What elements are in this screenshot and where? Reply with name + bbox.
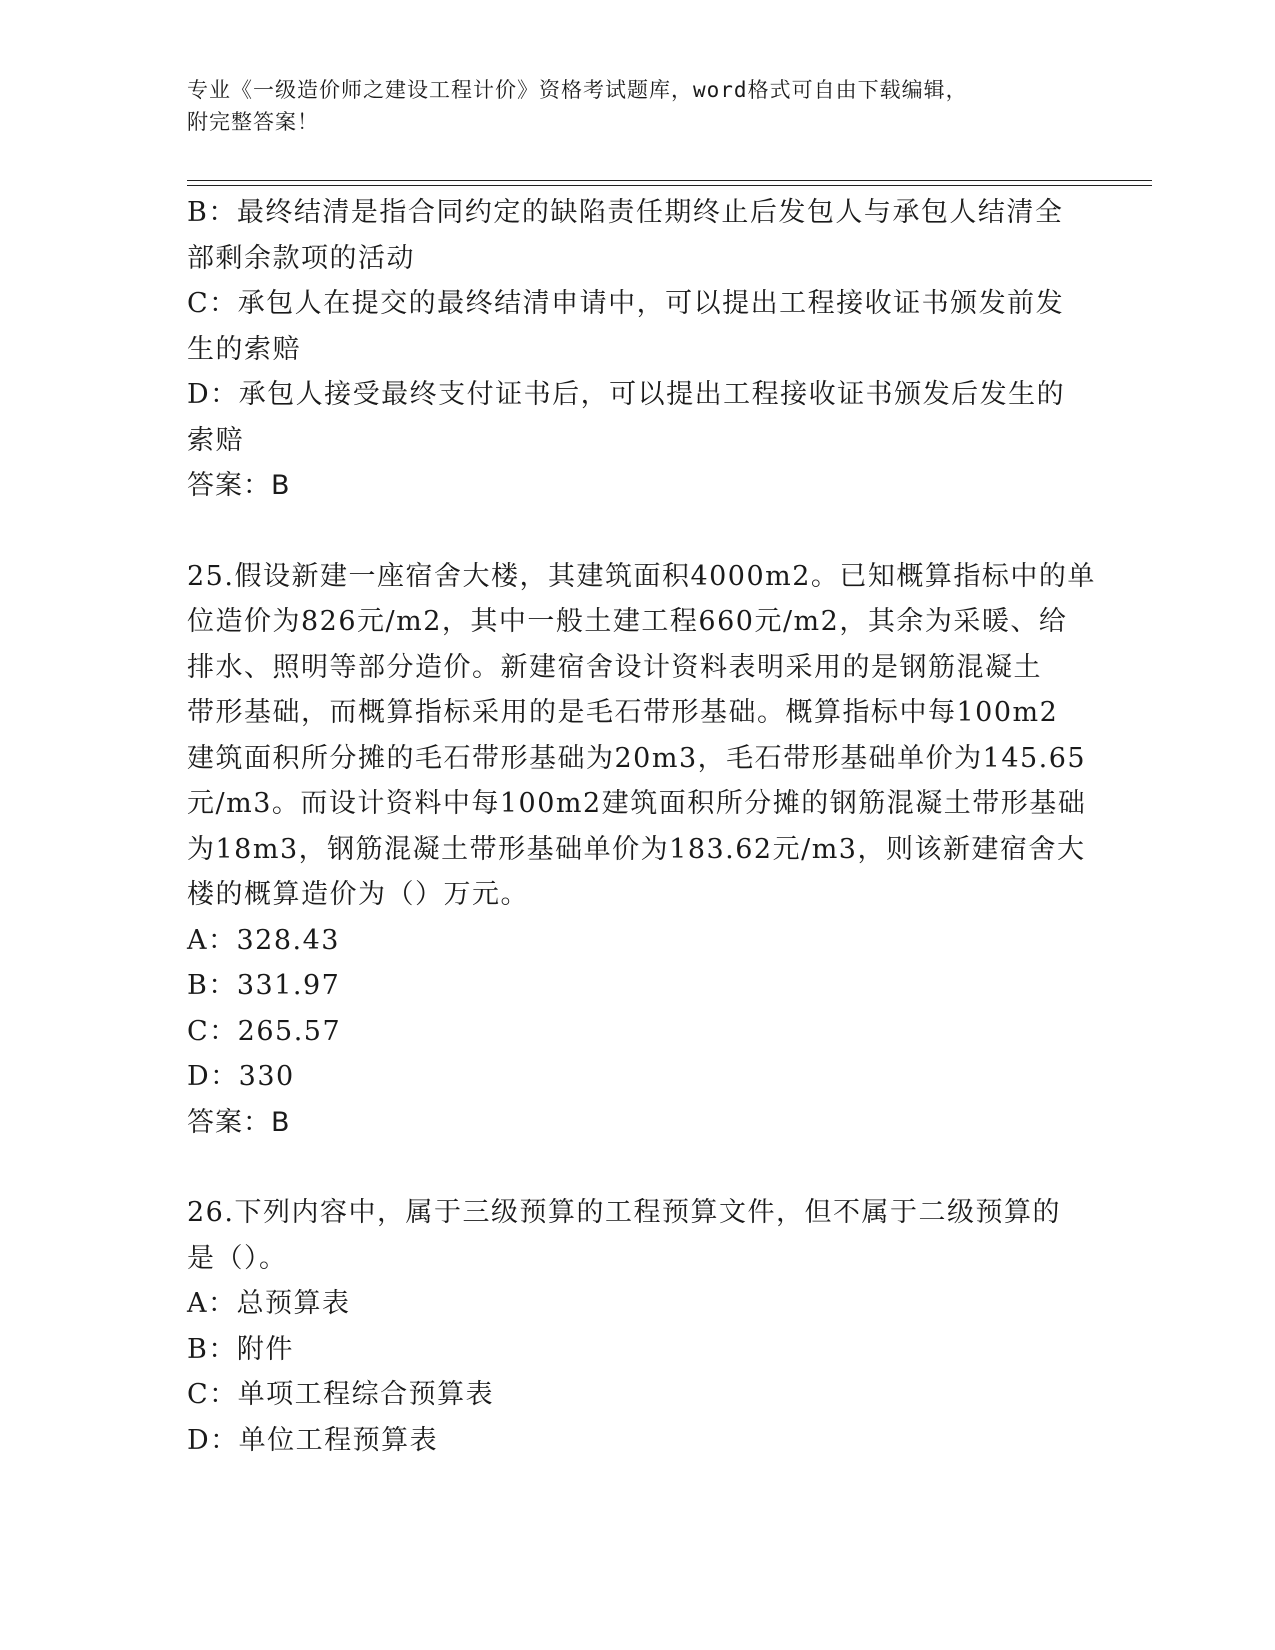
header-divider-top [187, 180, 1152, 181]
question-stem-line: 位造价为826元/m2，其中一般土建工程660元/m2，其余为采暖、给 [187, 606, 1068, 637]
option-a: A：总预算表 [187, 1288, 351, 1319]
document-header [187, 74, 1067, 138]
header-line-2: 附完整答案！ [187, 110, 319, 134]
header-line-1: 专业《一级造价师之建设工程计价》资格考试题库，word格式可自由下载编辑， [187, 78, 968, 102]
option-c-line-2: 生的索赔 [187, 333, 301, 365]
option-d-line-1: D：承包人接受最终支付证书后，可以提出工程接收证书颁发后发生的 [187, 379, 1066, 410]
answer: 答案：B [187, 1106, 291, 1138]
question-25 [187, 554, 1096, 1146]
question-stem-line: 元/m3。而设计资料中每100m2建筑面积所分摊的钢筋混凝土带形基础 [187, 788, 1087, 819]
spacer [187, 1145, 1077, 1190]
question-stem-line: 为18m3，钢筋混凝土带形基础单价为183.62元/m3，则该新建宿舍大 [187, 833, 1086, 865]
question-24-tail [187, 190, 1077, 509]
answer: 答案：B [187, 470, 291, 501]
question-stem-line: 带形基础，而概算指标采用的是毛石带形基础。概算指标中每100m2 [187, 697, 1059, 728]
option-b: B：附件 [187, 1333, 294, 1365]
question-content [187, 190, 1096, 1463]
question-26 [187, 1190, 1077, 1463]
option-c: C：单项工程综合预算表 [187, 1379, 495, 1410]
question-stem-line: 建筑面积所分摊的毛石带形基础为20m3，毛石带形基础单价为145.65 [187, 742, 1087, 774]
option-a: A：328.43 [187, 924, 340, 956]
question-stem-line: 楼的概算造价为（）万元。 [187, 879, 529, 910]
option-d-line-2: 索赔 [187, 424, 244, 456]
question-stem-line: 26.下列内容中，属于三级预算的工程预算文件，但不属于二级预算的 [187, 1197, 1061, 1228]
question-stem-line: 是（）。 [187, 1242, 288, 1274]
option-b-line-1: B：最终结清是指合同约定的缺陷责任期终止后发包人与承包人结清全 [187, 197, 1064, 228]
option-d: D：单位工程预算表 [187, 1424, 439, 1456]
option-c: C：265.57 [187, 1015, 342, 1047]
spacer [187, 509, 1077, 554]
header-divider-bottom [187, 185, 1152, 186]
question-stem-line: 排水、照明等部分造价。新建宿舍设计资料表明采用的是钢筋混凝土 [187, 651, 1042, 683]
option-b: B：331.97 [187, 970, 341, 1001]
option-c-line-1: C：承包人在提交的最终结清申请中，可以提出工程接收证书颁发前发 [187, 288, 1065, 319]
option-d: D：330 [187, 1061, 295, 1092]
option-b-line-2: 部剩余款项的活动 [187, 242, 415, 274]
question-stem-line: 25.假设新建一座宿舍大楼，其建筑面积4000m2。已知概算指标中的单 [187, 560, 1096, 592]
